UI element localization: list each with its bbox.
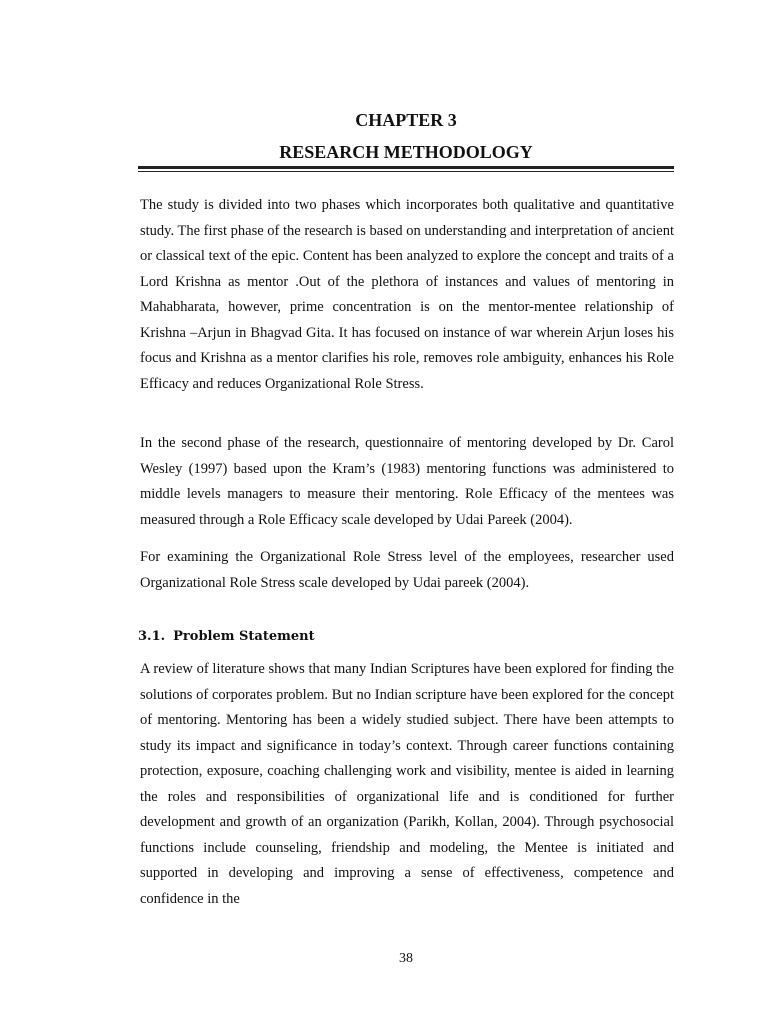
chapter-title: RESEARCH METHODOLOGY (279, 142, 533, 162)
paragraph-second-phase: In the second phase of the research, questionnaire of mentoring developed by Dr. Carol Wesley (1997) based upon the Kram’s (1983) mentoring functions was administered to middle levels managers to measure their mentoring. Role Efficacy of the mentees was measured through a Role Efficacy scale developed by Udai Pareek (2004). (140, 435, 674, 528)
section-number: 3.1. (138, 629, 166, 644)
paragraph-role-stress: For examining the Organizational Role Stress level of the employees, researcher used Organizational Role Stress scale developed by Udai pareek (2004). (140, 549, 674, 591)
section-title: Problem Statement (173, 629, 315, 644)
paragraph-problem-statement: A review of literature shows that many Indian Scriptures have been explored for finding the solutions of corporates problem. But no Indian scripture have been explored for the concept of mentoring. Mentoring has been a widely studied subject. There have been attempts to study its impact and significance in today’s context. Through career functions containing protection, exposure, coaching challenging work and visibility, mentee is aided in learning the roles and responsibilities of organizational life and is conditioned for further development and growth of an organization (Parikh, Kollan, 2004). Through psychosocial functions include counseling, friendship and modeling, the Mentee is initiated and supported in developing and improving a sense of effectiveness, competence and confidence in the (140, 661, 674, 907)
section-heading (138, 627, 315, 647)
paragraph-phases: The study is divided into two phases which incorporates both qualitative and quantitative study. The first phase of the research is based on understanding and interpretation of ancient or classical text of the epic. Content has been analyzed to explore the concept and traits of a Lord Krishna as mentor .Out of the plethora of instances and values of mentoring in Mahabharata, however, prime concentration is on the mentor-mentee relationship of Krishna –Arjun in Bhagvad Gita. It has focused on instance of war wherein Arjun loses his focus and Krishna as a mentor clarifies his role, removes role ambiguity, enhances his Role Efficacy and reduces Organizational Role Stress. (140, 197, 674, 392)
title-rule-thick (138, 166, 674, 169)
chapter-label: CHAPTER 3 (355, 110, 457, 130)
title-rule-thin (138, 171, 674, 172)
page-number: 38 (399, 951, 413, 966)
